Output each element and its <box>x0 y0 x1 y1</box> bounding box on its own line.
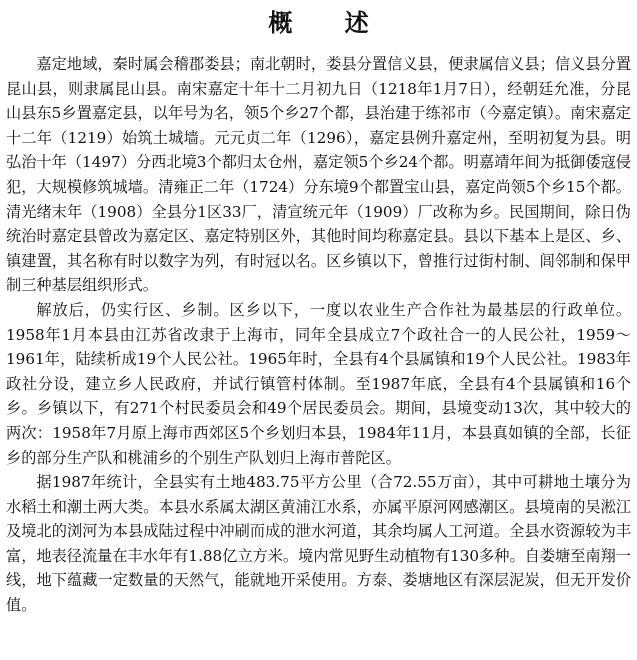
document-body <box>6 52 631 618</box>
paragraph-post-liberation: 解放后，仍实行区、乡制。区乡以下，一度以农业生产合作社为最基层的行政单位。1958年1月本县由江苏省改隶于上海市，同年全县成立7个政社合一的人民公社，1959～1961年，陆续析成19个人民公社。1965年时，全县有4个县属镇和19个人民公社。1983年政社分设，建立乡人民政府，并试行镇管村体制。至1987年底，全县有4个县属镇和16个乡。乡镇以下，有271个村民委员会和49个居民委员会。期间，县境变动13次，其中较大的两次：1958年7月原上海市西郊区5个乡划归本县，1984年11月，本县真如镇的全部，长征乡的部分生产队和桃浦乡的个别生产队划归上海市普陀区。 <box>6 300 631 467</box>
page-title: 概 述 <box>268 9 391 37</box>
paragraph-history: 嘉定地域，秦时属会稽郡娄县；南北朝时，娄县分置信义县，便隶属信义县；信义县分置昆山县，则隶属昆山县。南宋嘉定十年十二月初九日（1218年1月7日），经朝廷允准，分昆山县东5乡置嘉定县，以年号为名，领5个乡27个都，县治建于练祁市（今嘉定镇）。南宋嘉定十二年（1219）始筑土城墙。元元贞二年（1296），嘉定县例升嘉定州，至明初复为县。明弘治十年（1497）分西北境3个都归太仓州，嘉定领5个乡24个都。明嘉靖年间为抵御倭寇侵犯，大规模修筑城墙。清雍正二年（1724）分东境9个都置宝山县，嘉定尚领5个乡15个都。清光绪末年（1908）全县分1区33厂，清宣统元年（1909）厂改称为乡。民国期间，除日伪统治时嘉定县曾改为嘉定区、嘉定特别区外，其他时间均称嘉定县。县以下基本上是区、乡、镇建置，其名称有时以数字为列，有时冠以名。区乡镇以下，曾推行过街村制、闾邻制和保甲制三种基层组织形式。 <box>6 55 631 295</box>
paragraph-geography: 据1987年统计，全县实有土地483.75平方公里（合72.55万亩），其中可耕地土壤分为水稻土和潮土两大类。本县水系属太湖区黄浦江水系，亦属平原河网感潮区。县境南的吴淞江及境北的浏河为本县成陆过程中冲刷而成的泄水河道，其余均属人工河道。全县水资源较为丰富，地表径流量在丰水年有1.88亿立方米。境内常见野生动植物有130多种。自娄塘至南翔一线，地下蕴藏一定数量的天然气，能就地开采使用。方泰、娄塘地区有深层泥炭，但无开发价值。 <box>6 473 631 615</box>
